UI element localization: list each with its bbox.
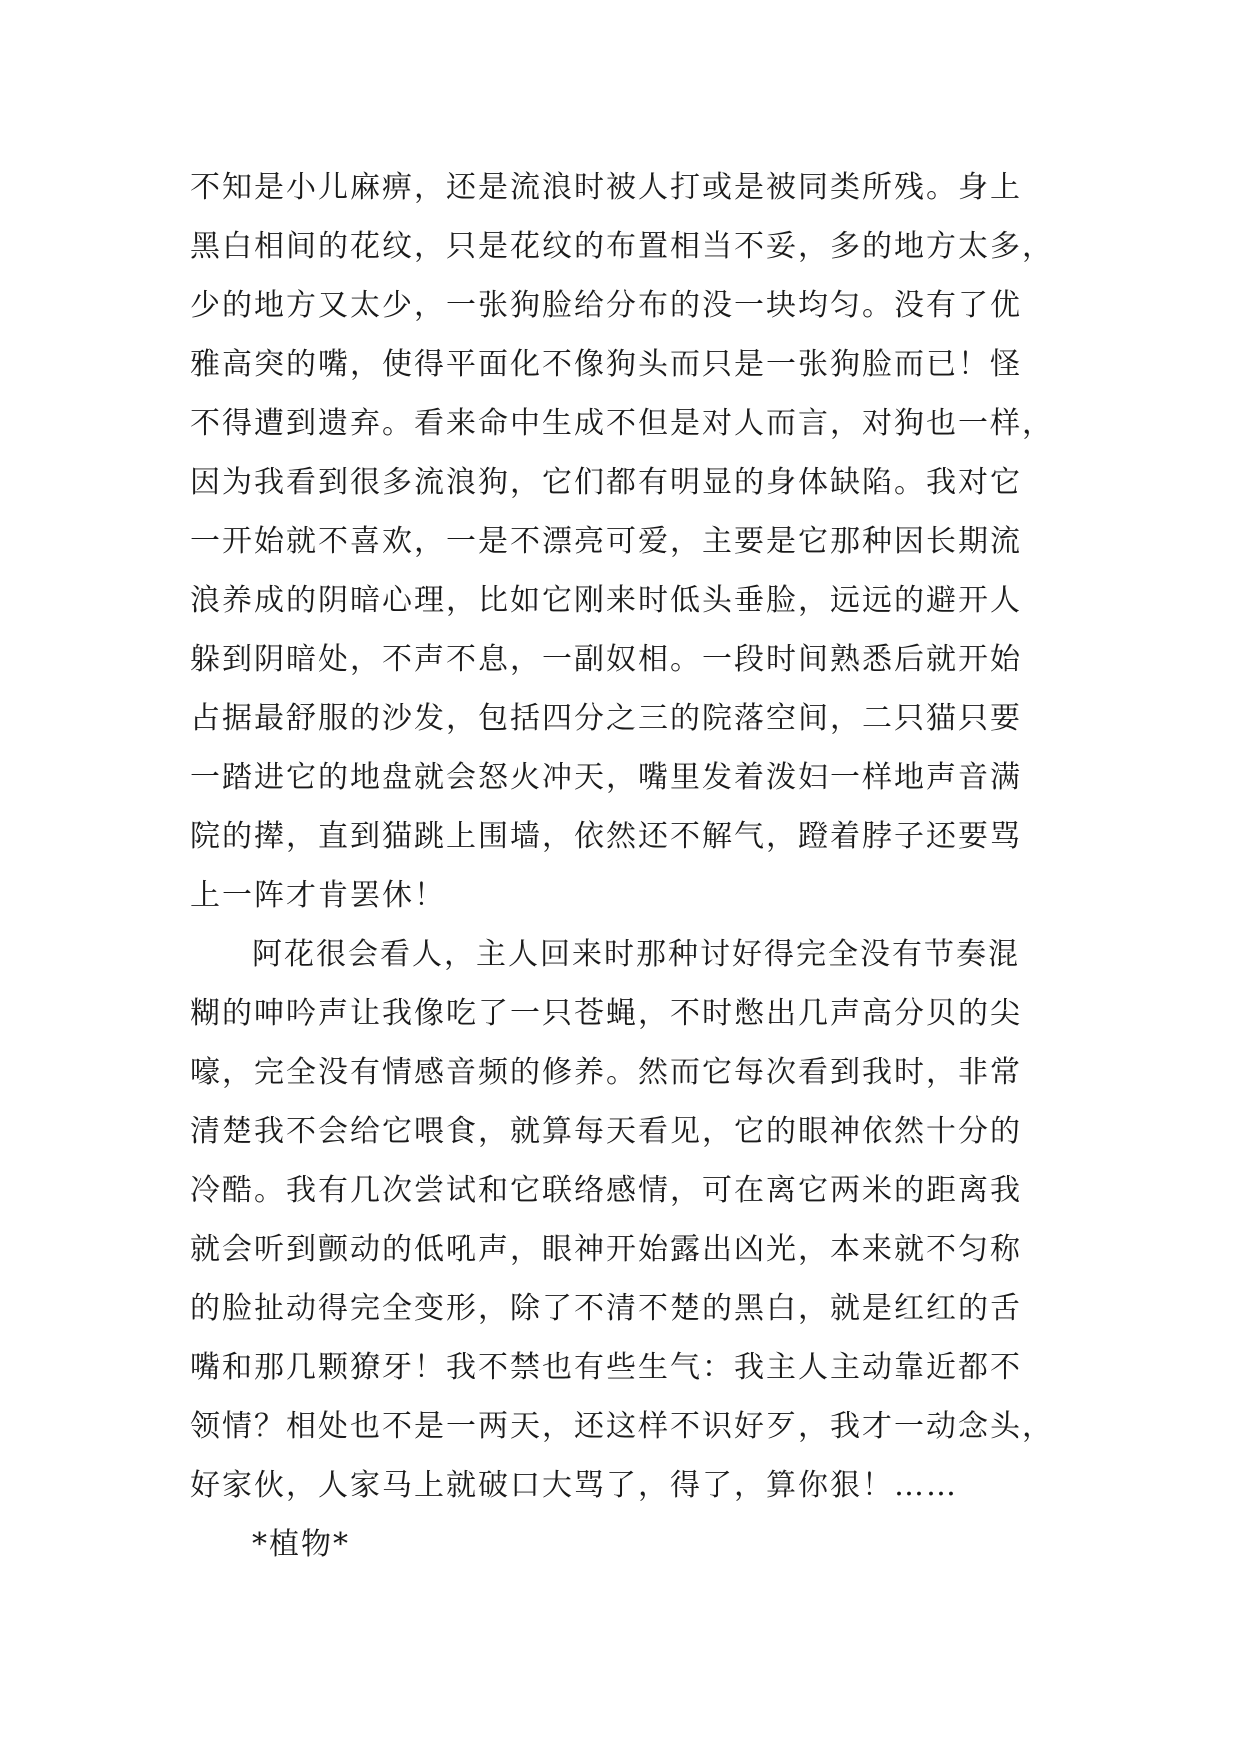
text-line: 嚎，完全没有情感音频的修养。然而它每次看到我时，非常 bbox=[190, 1055, 1022, 1090]
paragraph-1 bbox=[190, 158, 1060, 925]
text-line: 不知是小儿麻痹，还是流浪时被人打或是被同类所残。身上 bbox=[190, 170, 1022, 205]
text-line: 不得遭到遗弃。看来命中生成不但是对人而言，对狗也一样， bbox=[190, 406, 1054, 441]
text-line: 一踏进它的地盘就会怒火冲天，嘴里发着泼妇一样地声音满 bbox=[190, 760, 1022, 795]
text-line: 雅高突的嘴，使得平面化不像狗头而只是一张狗脸而已！怪 bbox=[190, 347, 1022, 382]
text-line: 少的地方又太少，一张狗脸给分布的没一块均匀。没有了优 bbox=[190, 288, 1022, 323]
text-line: 躲到阴暗处，不声不息，一副奴相。一段时间熟悉后就开始 bbox=[190, 642, 1022, 677]
text-line: 的脸扯动得完全变形，除了不清不楚的黑白，就是红红的舌 bbox=[190, 1291, 1022, 1326]
text-line: 清楚我不会给它喂食，就算每天看见，它的眼神依然十分的 bbox=[190, 1114, 1022, 1149]
text-line: 冷酷。我有几次尝试和它联络感情，可在离它两米的距离我 bbox=[190, 1173, 1022, 1208]
text-line: 就会听到颤动的低吼声，眼神开始露出凶光，本来就不匀称 bbox=[190, 1232, 1022, 1267]
text-line: 黑白相间的花纹，只是花纹的布置相当不妥，多的地方太多， bbox=[190, 229, 1054, 264]
text-line: 上一阵才肯罢休！ bbox=[190, 878, 446, 913]
text-line: 占据最舒服的沙发，包括四分之三的院落空间，二只猫只要 bbox=[190, 701, 1022, 736]
text-line: 领情？相处也不是一两天，还这样不识好歹，我才一动念头， bbox=[190, 1409, 1054, 1444]
text-line: 浪养成的阴暗心理，比如它刚来时低头垂脸，远远的避开人 bbox=[190, 583, 1022, 618]
text-line: 糊的呻吟声让我像吃了一只苍蝇，不时憋出几声高分贝的尖 bbox=[190, 996, 1022, 1031]
paragraph-2 bbox=[190, 925, 1060, 1515]
text-line: 因为我看到很多流浪狗，它们都有明显的身体缺陷。我对它 bbox=[190, 465, 1022, 500]
text-line: 嘴和那几颗獠牙！我不禁也有些生气：我主人主动靠近都不 bbox=[190, 1350, 1022, 1385]
section-heading: *植物* bbox=[252, 1527, 350, 1562]
text-line: 院的撵，直到猫跳上围墙，依然还不解气，蹬着脖子还要骂 bbox=[190, 819, 1022, 854]
text-line: 一开始就不喜欢，一是不漂亮可爱，主要是它那种因长期流 bbox=[190, 524, 1022, 559]
body-text bbox=[190, 158, 1060, 1574]
text-line: 好家伙，人家马上就破口大骂了，得了，算你狠！…… bbox=[190, 1468, 958, 1503]
text-line: 阿花很会看人，主人回来时那种讨好得完全没有节奏混 bbox=[252, 937, 1020, 972]
